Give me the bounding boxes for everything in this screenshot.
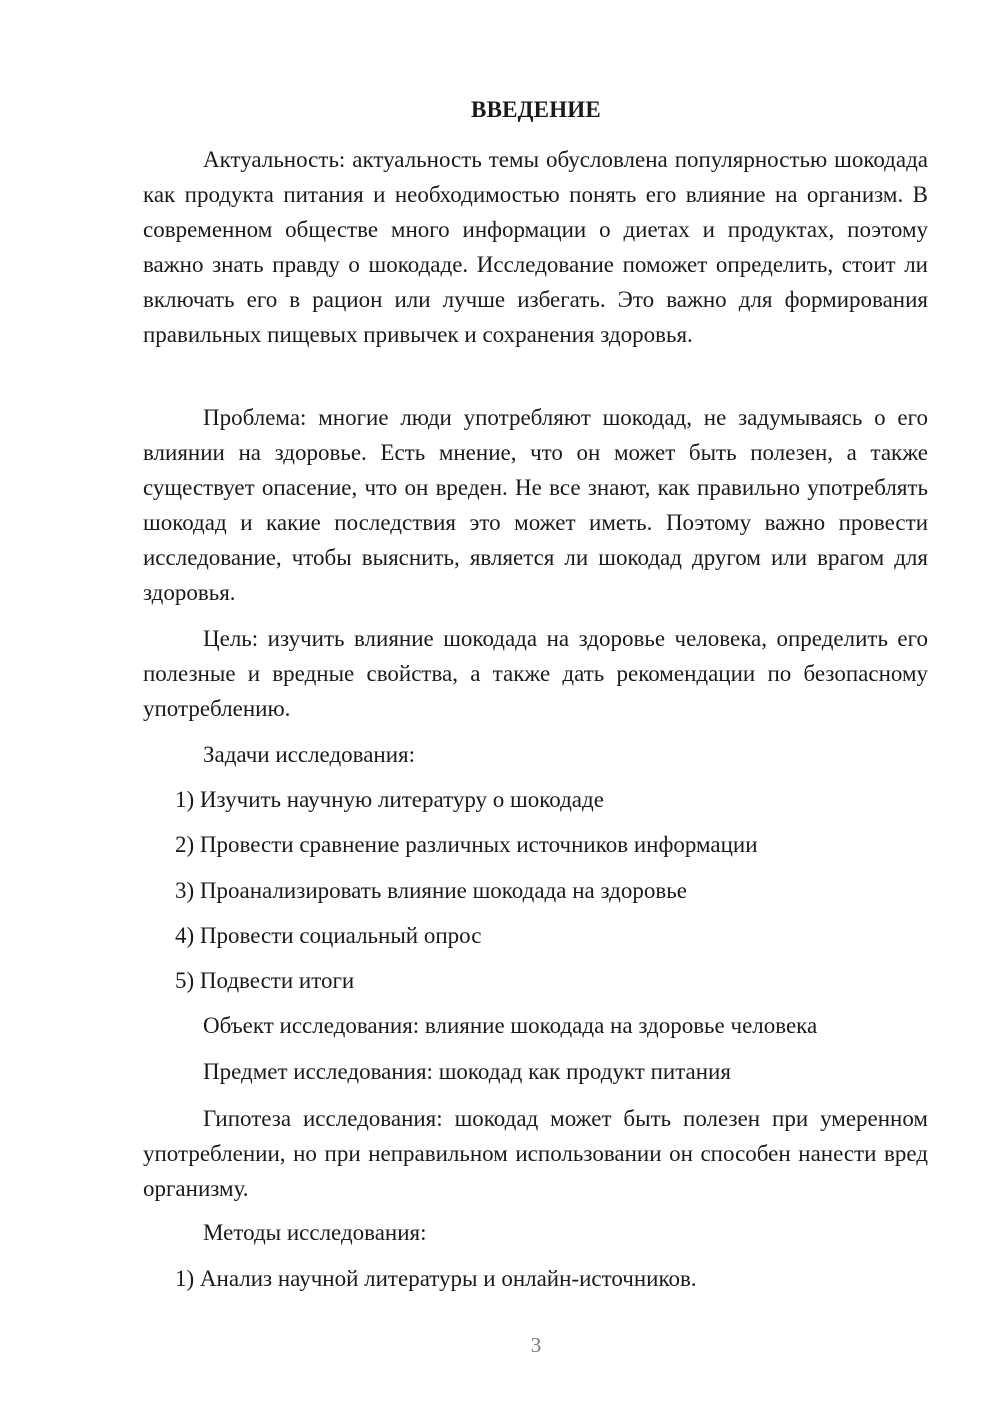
list-item: 4) Провести социальный опрос (175, 923, 482, 948)
tasks-label: Задачи исследования: (203, 742, 416, 767)
methods-label: Методы исследования: (203, 1220, 427, 1245)
paragraph-goal: Цель: изучить влияние шокодада на здоровье человека, определить его полезные и вредные свойства, а также дать рекомендации по безопасному употреблению. (143, 626, 928, 721)
list-item: 5) Подвести итоги (175, 968, 355, 993)
page-title: ВВЕДЕНИЕ (471, 97, 601, 122)
paragraph-relevance: Актуальность: актуальность темы обусловлена популярностью шокодада как продукта питания и необходимостью понять его влияние на организм. В современном обществе много информации о диетах и продуктах, поэтому важно знать правду о шокодаде. Исследование поможет определить, стоит ли включать его в рацион или лучше избегать. Это важно для формирования правильных пищевых привычек и сохранения здоровья. (143, 147, 928, 347)
page-number: 3 (530, 1333, 542, 1357)
paragraph-hypothesis: Гипотеза исследования: шокодад может быть полезен при умеренном употреблении, но при неправильном использовании он способен нанести вред организму. (143, 1106, 928, 1201)
paragraph-problem: Проблема: многие люди употребляют шокодад, не задумываясь о его влиянии на здоровье. Есть мнение, что он может быть полезен, а также существует опасение, что он вреден. Не все знают, как правильно употреблять шокодад и какие последствия это может иметь. Поэтому важно провести исследование, чтобы выяснить, является ли шокодад другом или врагом для здоровья. (143, 405, 928, 605)
list-item: 1) Анализ научной литературы и онлайн-источников. (175, 1266, 697, 1291)
list-item: 1) Изучить научную литературу о шокодаде (175, 787, 604, 812)
research-object: Объект исследования: влияние шокодада на здоровье человека (203, 1013, 818, 1038)
research-subject: Предмет исследования: шокодад как продукт питания (203, 1059, 731, 1084)
list-item: 3) Проанализировать влияние шокодада на здоровье (175, 878, 687, 903)
list-item: 2) Провести сравнение различных источников информации (175, 832, 758, 857)
